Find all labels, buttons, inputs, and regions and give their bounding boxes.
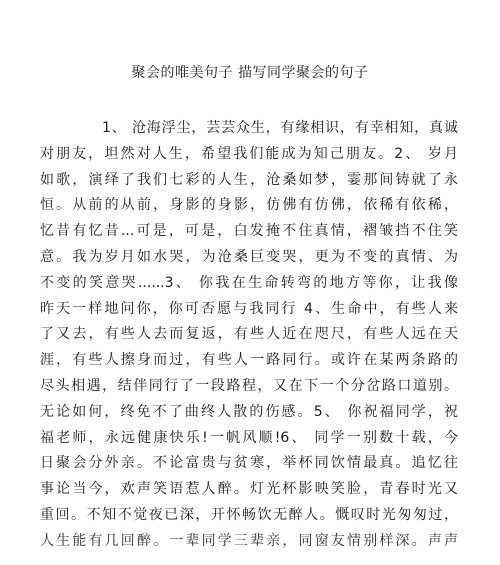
body-line: 恒。从前的从前，身影的身影，仿佛有仿佛，依稀有依稀，: [40, 197, 458, 214]
document-title: 聚会的唯美句子 描写同学聚会的句子: [131, 65, 369, 81]
body-line: 意。我为岁月如水哭，为沧桑巨变哭，更为不变的真情、为: [40, 248, 458, 265]
body-line: 昨天一样地问你，你可否愿与我同行 4、生命中，有些人来: [40, 300, 458, 317]
body-line: 重回。不知不觉夜已深，开怀畅饮无醉人。慨叹时光匆匆过，: [40, 506, 458, 523]
body-line: 事论当今，欢声笑语惹人醉。灯光杯影映笑脸，青春时光又: [40, 481, 458, 498]
body-line: 忆昔有忆昔...可是，可是，白发掩不住真情，褶皱挡不住笑: [40, 223, 458, 240]
body-line: 人生能有几回醉。一辈同学三辈亲，同窗友情别样深。声声: [40, 532, 458, 549]
body-line: 日聚会分外亲。不论富贵与贫寒，举杯同饮情最真。追忆往: [40, 455, 458, 472]
body-line: 涯，有些人擦身而过，有些人一路同行。或许在某两条路的: [40, 352, 458, 369]
body-line: 对朋友，坦然对人生，希望我们能成为知己朋友。2、 岁月: [40, 145, 458, 162]
body-line: 了又去，有些人去而复返，有些人近在咫尺，有些人远在天: [40, 326, 458, 343]
body-line: 不变的笑意哭......3、 你我在生命转弯的地方等你，让我像: [40, 274, 458, 291]
body-line: 1、 沧海浮尘，芸芸众生，有缘相识，有幸相知，真诚: [102, 120, 458, 136]
body-line: 如歌，演绎了我们七彩的人生，沧桑如梦，霎那间铸就了永: [40, 171, 458, 188]
document-body: [40, 116, 458, 555]
body-line: 无论如何，终免不了曲终人散的伤感。5、 你祝福同学，祝: [40, 403, 458, 420]
body-line: 尽头相遇，结伴同行了一段路程，又在下一个分岔路口道别。: [40, 377, 458, 394]
body-line: 福老师，永远健康快乐!一帆风顺!6、 同学一别数十载，今: [40, 429, 458, 446]
